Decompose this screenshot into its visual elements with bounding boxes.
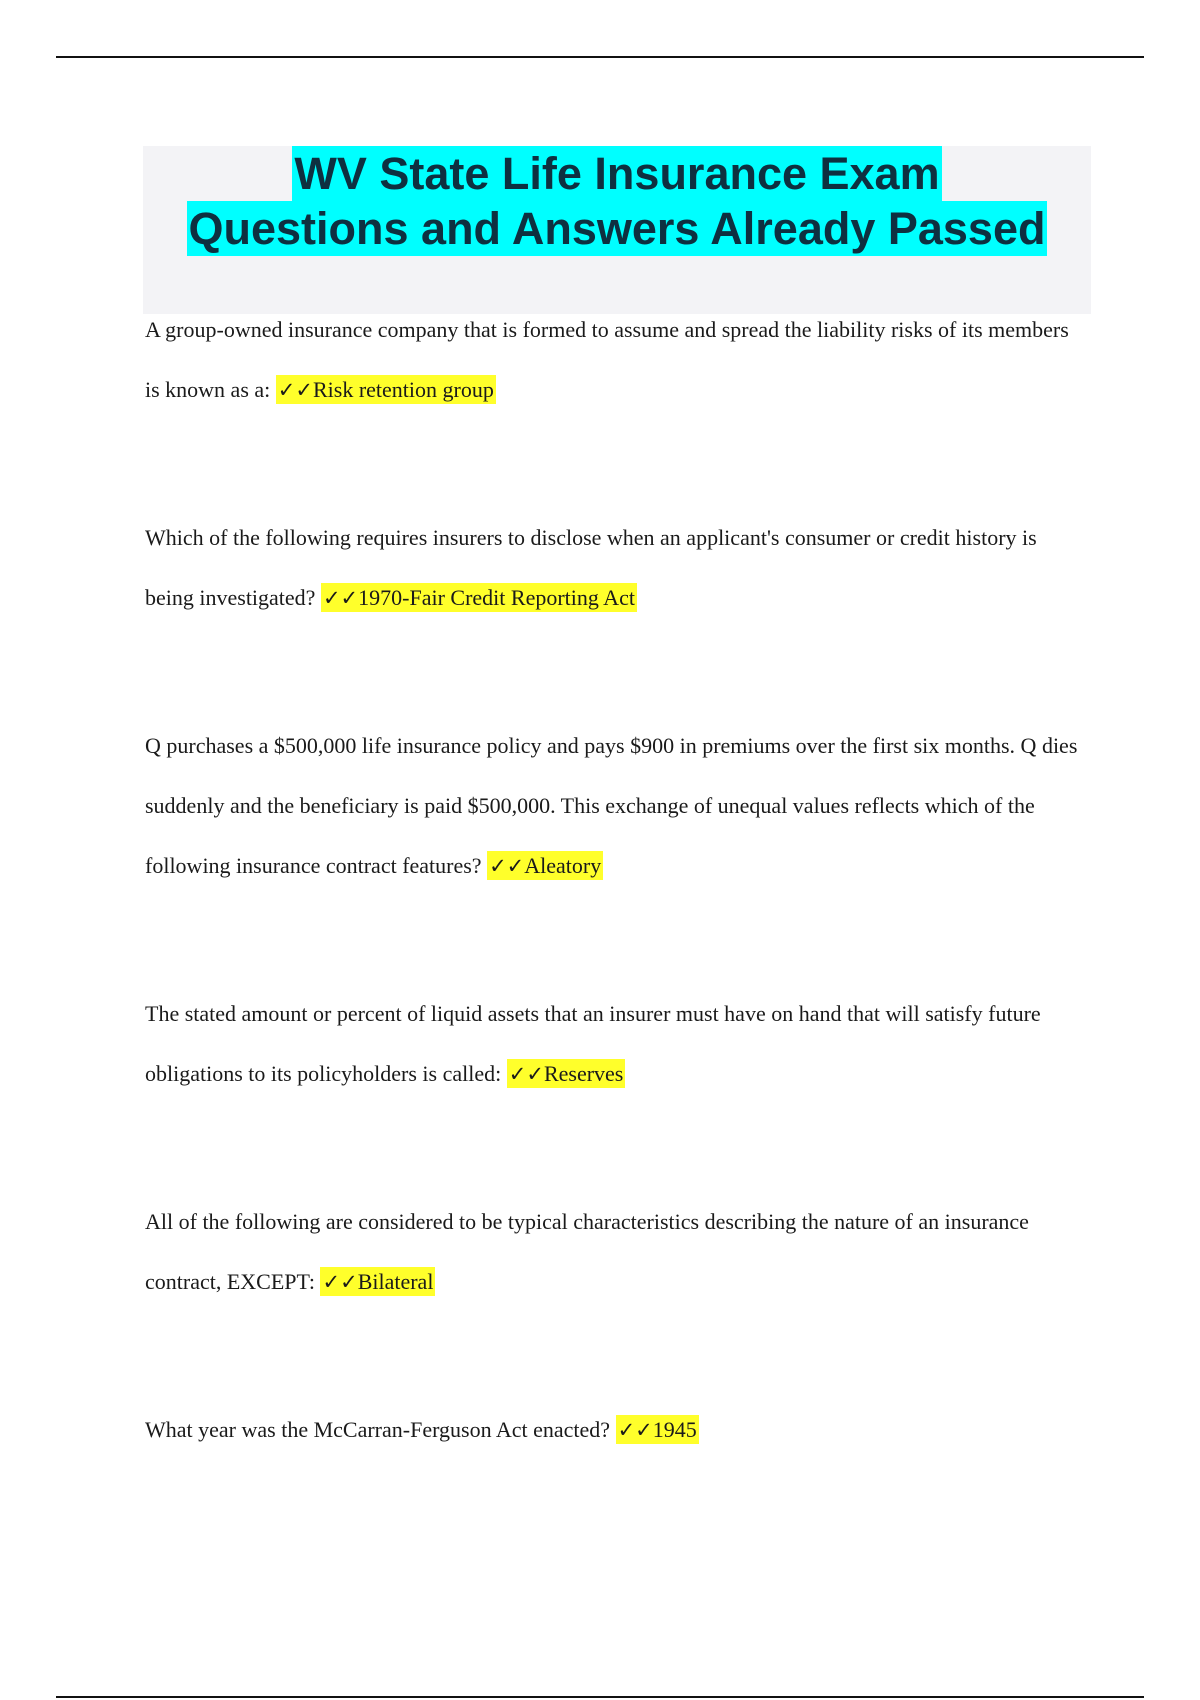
document-title <box>143 146 1091 314</box>
double-check-icon: ✓✓ <box>508 1062 544 1086</box>
bottom-rule <box>56 1696 1144 1698</box>
qa-item <box>145 716 1085 896</box>
top-rule <box>56 56 1144 58</box>
title-line-1: WV State Life Insurance Exam <box>294 148 940 199</box>
question-text: A group-owned insurance company that is formed to assume and spread the liability risks of its members is known as a: <box>145 317 1069 402</box>
answer-text: Risk retention group <box>312 377 494 402</box>
answer-highlight <box>320 1267 435 1296</box>
qa-item <box>145 1400 1085 1460</box>
question-text: Which of the following requires insurers to disclose when an applicant's consumer or credit history is being investigated? <box>145 525 1037 610</box>
answer-highlight <box>321 583 637 612</box>
answer-text: 1945 <box>652 1417 697 1442</box>
double-check-icon: ✓✓ <box>322 586 359 610</box>
question-text: Q purchases a $500,000 life insurance policy and pays $900 in premiums over the first six months. Q dies suddenly and the beneficiary is paid $500,000. This exchange of unequal values reflects which of the following insurance contract features? <box>145 733 1078 878</box>
answer-highlight <box>616 1415 699 1444</box>
answer-highlight <box>276 375 496 404</box>
answer-text: 1970-Fair Credit Reporting Act <box>358 585 635 610</box>
double-check-icon: ✓✓ <box>277 378 313 402</box>
qa-item <box>145 508 1085 628</box>
qa-item <box>145 300 1085 420</box>
double-check-icon: ✓✓ <box>322 1270 358 1294</box>
double-check-icon: ✓✓ <box>489 854 525 878</box>
answer-text: Aleatory <box>524 853 602 878</box>
double-check-icon: ✓✓ <box>617 1418 653 1442</box>
qa-item <box>145 984 1085 1104</box>
qa-item <box>145 1192 1085 1312</box>
answer-highlight <box>487 851 603 880</box>
answer-text: Reserves <box>543 1061 624 1086</box>
question-text: What year was the McCarran-Ferguson Act enacted? <box>145 1417 611 1442</box>
answer-highlight <box>507 1059 626 1088</box>
question-text: The stated amount or percent of liquid assets that an insurer must have on hand that will satisfy future obligations to its policyholders is called: <box>145 1001 1041 1086</box>
answer-text: Bilateral <box>357 1269 434 1294</box>
question-text: All of the following are considered to be typical characteristics describing the nature of an insurance contract, EXCEPT: <box>145 1209 1029 1294</box>
title-line-2: Questions and Answers Already Passed <box>188 203 1046 254</box>
